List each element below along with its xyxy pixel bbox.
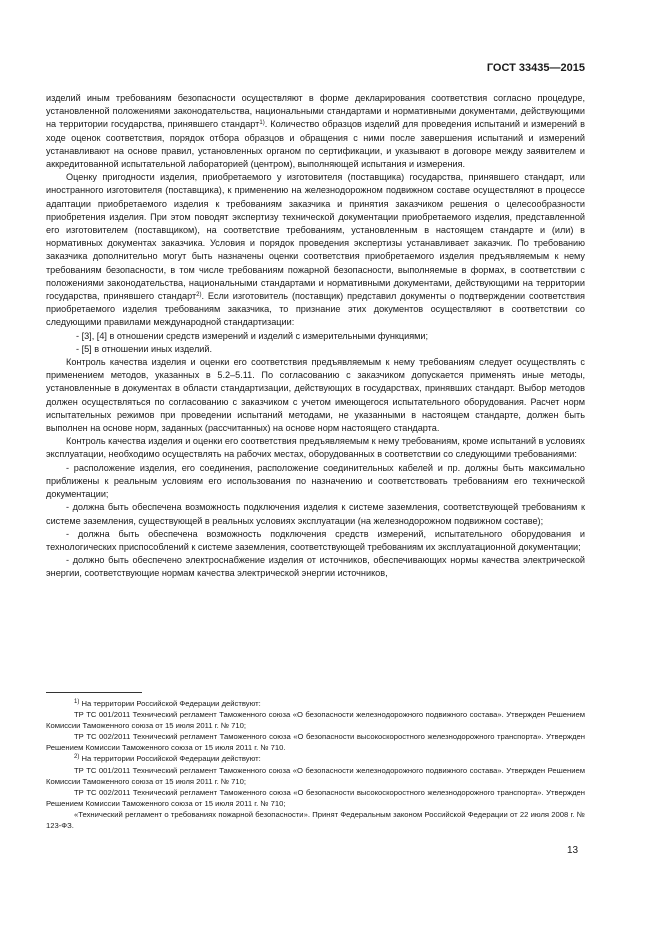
footnote-2: $^{2)}$ На территории Российской Федерации действуют: xyxy=(74,754,261,764)
list-item: - должна быть обеспечена возможность подключения средств измерений, испытательного оборудования и технологических приспособлений к системе заземления, соответствующей требованиям их эксплуатационной документации; xyxy=(46,528,585,552)
list-item: - расположение изделия, его соединения, расположение соединительных кабелей и пр. должны быть максимально приближены к реальным условиям его использования по назначению и соответствовать требованиям его технической документации; xyxy=(46,462,585,500)
footnote-divider xyxy=(46,692,142,693)
footnotes xyxy=(46,698,585,831)
footnote-text: ТР ТС 001/2011 Технический регламент Таможенного союза «О безопасности железнодорожного подвижного состава». Утвержден Решением Комиссии Таможенного союза от 15 июля 2011 г. № 710; xyxy=(46,710,585,731)
list-item: - [5] в отношении иных изделий. xyxy=(76,343,212,354)
document-header: ГОСТ 33435—2015 xyxy=(486,62,585,74)
footnote-text: ТР ТС 001/2011 Технический регламент Таможенного союза «О безопасности железнодорожного подвижного состава». Утвержден Решением Комиссии Таможенного союза от 15 июля 2011 г. № 710; xyxy=(46,765,585,786)
footnote-ref-2: 2) xyxy=(196,292,202,299)
list-item: - [3], [4] в отношении средств измерений и изделий с измерительными функциями; xyxy=(76,330,429,341)
paragraph-1: изделий иным требованиям безопасности осуществляют в форме декларирования соответствия согласно процедуре, установленной положениями законодательства, национальными стандартами и нормативными документами, действующими на территории государства, принявшего стандарт$^{1)}$. Количество образцов изделий для проведения испытаний и измерений в ходе оценок соответствия, порядок отбора образцов и обращения с ними после завершения испытаний и измерений устанавливают на основе правил, установленных органом по сертификации, и указывают в договоре между заявителем и аккредитованной испытательной лабораторией (центром), выполняющей испытания и измерения. xyxy=(46,93,586,170)
paragraph-2: Оценку пригодности изделия, приобретаемого у изготовителя (поставщика) государства, принявшего стандарт, или иностранного изготовителя (поставщика), к применению на железнодорожном подвижном составе осуществляют в процессе адаптации приобретаемого изделия к требованиям заказчика и принятия заказчиком решения о целесообразности приобретения изделия. При этом поводят экспертизу технической документации приобретаемого изделия, представленной его изготовителем (поставщиком), на соответствие требованиям, установленным в настоящем стандарте и (или) в нормативных документах заказчика. Условия и порядок проведения экспертизы устанавливает заказчик. По требованию заказчика дополнительно могут быть назначены оценки соответствия приобретаемого изделия предъявляемым к нему требованиям безопасности, в том числе требованиям пожарной безопасности, выполняемые в формах, в соответствии с положениями законодательства, национальными стандартами и нормативными документами, действующими на территории государства, принявшего стандарт$^{2)}$. Если изготовитель (поставщик) представил документы о подтверждении соответствия приобретаемого изделия требованиям заказчика, то признание этих документов осуществляют в соответствии со следующими правилами международной стандартизации: xyxy=(46,172,585,328)
page-number: 13 xyxy=(567,845,579,856)
footnote-ref-1: 1) xyxy=(259,120,265,127)
footnote-text: ТР ТС 002/2011 Технический регламент Таможенного союза «О безопасности высокоскоростного железнодорожного транспорта». Утвержден Решением Комиссии Таможенного союза от 15 июля 2011 г. № 710. xyxy=(46,732,585,753)
paragraph-3: Контроль качества изделия и оценки его соответствия предъявляемым к нему требованиям следует осуществлять с применением методов, указанных в 5.2–5.11. По согласованию с заказчиком допускается применять иные методы, установленные в документах в области стандартизации, действующих в государствах, принявших стандарт. Выбор методов должен осуществляться по согласованию с заказчиком с учетом имеющегося испытательного оборудования. Расчет норм испытательных режимов при проведении испытаний методами, не указанными в настоящем стандарте, должен быть выполнен на основе норм, заданных (рассчитанных) на основе норм настоящего стандарта. xyxy=(46,357,585,434)
footnote-text: ТР ТС 002/2011 Технический регламент Таможенного союза «О безопасности высокоскоростного железнодорожного транспорта». Утвержден Решением Комиссии Таможенного союза от 15 июля 2011 г. № 710; xyxy=(46,787,585,808)
footnote-text: «Технический регламент о требованиях пожарной безопасности». Принят Федеральным законом Российской Федерации от 22 июля 2008 г. № 123-ФЗ. xyxy=(46,809,585,831)
main-text xyxy=(46,92,585,581)
list-item: - должно быть обеспечено электроснабжение изделия от источников, обеспечивающих нормы качества электрической энергии, соответствующие нормам качества электрической энергии источников, xyxy=(46,555,585,579)
list-item: - должна быть обеспечена возможность подключения изделия к системе заземления, соответствующей требованиям к системе заземления, существующей в реальных условиях эксплуатации (на железнодорожном подвижном составе); xyxy=(46,502,585,526)
footnote-1: $^{1)}$ На территории Российской Федерации действуют: xyxy=(74,699,261,708)
paragraph-4: Контроль качества изделия и оценки его соответствия предъявляемым к нему требованиям, кроме испытаний в условиях эксплуатации, необходимо осуществлять на рабочих местах, оборудованных в соответствии со следующими требованиями: xyxy=(46,436,585,460)
